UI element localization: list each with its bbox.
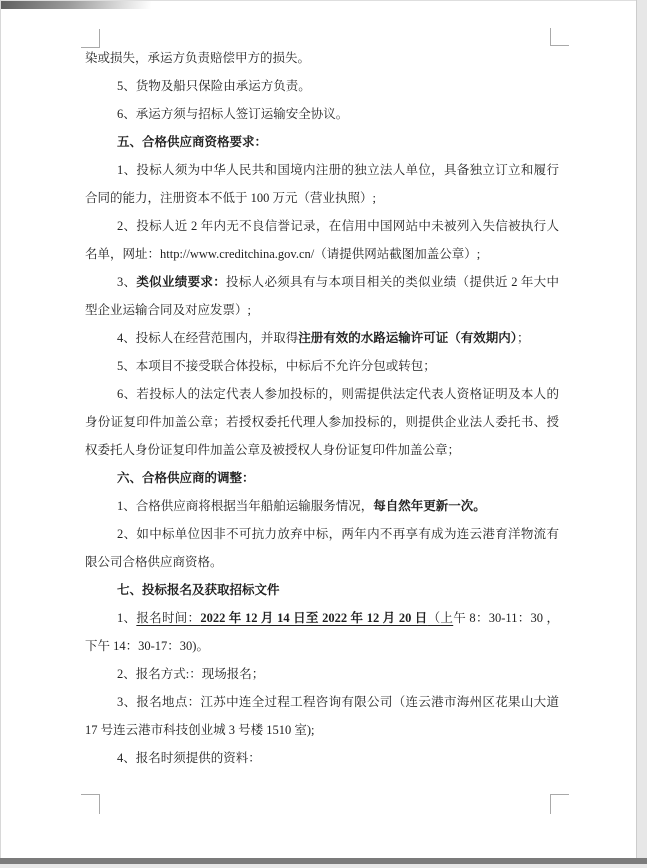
text-run: 4、投标人在经营范围内，并取得 [117, 331, 299, 345]
paragraph [85, 72, 559, 100]
text-run: 类似业绩要求： [136, 275, 227, 289]
text-run: 1、合格供应商将根据当年船舶运输服务情况， [117, 499, 374, 513]
text-run: 5、货物及船只保险由承运方负责。 [117, 79, 311, 93]
canvas-right-gutter [636, 0, 647, 868]
paragraph [85, 268, 559, 324]
text-run: 六、合格供应商的调整： [117, 471, 255, 485]
canvas-bottom-gutter [0, 864, 647, 868]
text-run: 1、 [117, 611, 137, 625]
text-run: 2、报名方式:：现场报名； [117, 667, 265, 681]
text-run: 3、报名地点：江苏中连全过程工程咨询有限公司（连云港市海州区花果山大道 17 号连云港市科技创业城 3 号楼 1510 室); [85, 695, 559, 737]
paragraph [85, 156, 559, 212]
text-run: 2、投标人近 2 年内无不良信誉记录，在信用中国网站中未被列入失信被执行人名单，网址：http://www.creditchina.gov.cn/（请提供网站截图加盖公章）; [85, 219, 559, 261]
text-run: 染或损失，承运方负责赔偿甲方的损失。 [85, 51, 311, 65]
document-body [85, 44, 559, 772]
text-run: 5、本项目不接受联合体投标，中标后不允许分包或转包； [117, 359, 436, 373]
paragraph [85, 212, 559, 268]
text-run: 七、投标报名及获取招标文件 [117, 583, 280, 597]
text-run: 五、合格供应商资格要求： [117, 135, 268, 149]
page-margin-mark-bottom-right [550, 794, 569, 814]
text-run: 投标人必须具有与本项目相关的类似业绩（提供近 2 年大中型企业运输合同及对应发票）; [85, 275, 559, 317]
paragraph [85, 744, 559, 772]
paragraph [85, 660, 559, 688]
text-run: ； [517, 331, 530, 345]
paragraph [85, 324, 559, 352]
paragraph [85, 44, 559, 72]
paragraph [85, 604, 559, 660]
paragraph [85, 520, 559, 576]
text-run: 午 8：30-11：30 ，下午 14：30-17：30)。 [85, 611, 559, 653]
window-edge-shade [1, 1, 151, 9]
heading-paragraph [85, 128, 559, 156]
paragraph [85, 380, 559, 464]
paragraph [85, 492, 559, 520]
text-run: 注册有效的水路运输许可证（有效期内） [298, 331, 518, 345]
text-run: （上 [427, 611, 454, 625]
text-run: 4、报名时须提供的资料： [117, 751, 261, 765]
text-run: 2022 年 12 月 14 日至 2022 年 12 月 20 日 [200, 611, 428, 625]
text-run: 6、承运方须与招标人签订运输安全协议。 [117, 107, 349, 121]
text-run: 每自然年更新一次。 [373, 499, 486, 513]
paragraph [85, 100, 559, 128]
page-margin-mark-bottom-left [81, 794, 100, 814]
paragraph [85, 352, 559, 380]
text-run: 报名时间： [136, 611, 201, 625]
text-run: 2、如中标单位因非不可抗力放弃中标，两年内不再享有成为连云港育洋物流有限公司合格供应商资格。 [85, 527, 559, 569]
heading-paragraph [85, 464, 559, 492]
heading-paragraph [85, 576, 559, 604]
text-run: 6、若投标人的法定代表人参加投标的，则需提供法定代表人资格证明及本人的身份证复印件加盖公章；若授权委托代理人参加投标的，则提供企业法人委托书、授权委托人身份证复印件加盖公章及被授权人身份证复印件加盖公章； [85, 387, 559, 457]
text-run: 1、投标人须为中华人民共和国境内注册的独立法人单位，具备独立订立和履行合同的能力，注册资本不低于 100 万元（营业执照）; [85, 163, 559, 205]
paragraph [85, 688, 559, 744]
text-run: 3、 [117, 275, 137, 289]
